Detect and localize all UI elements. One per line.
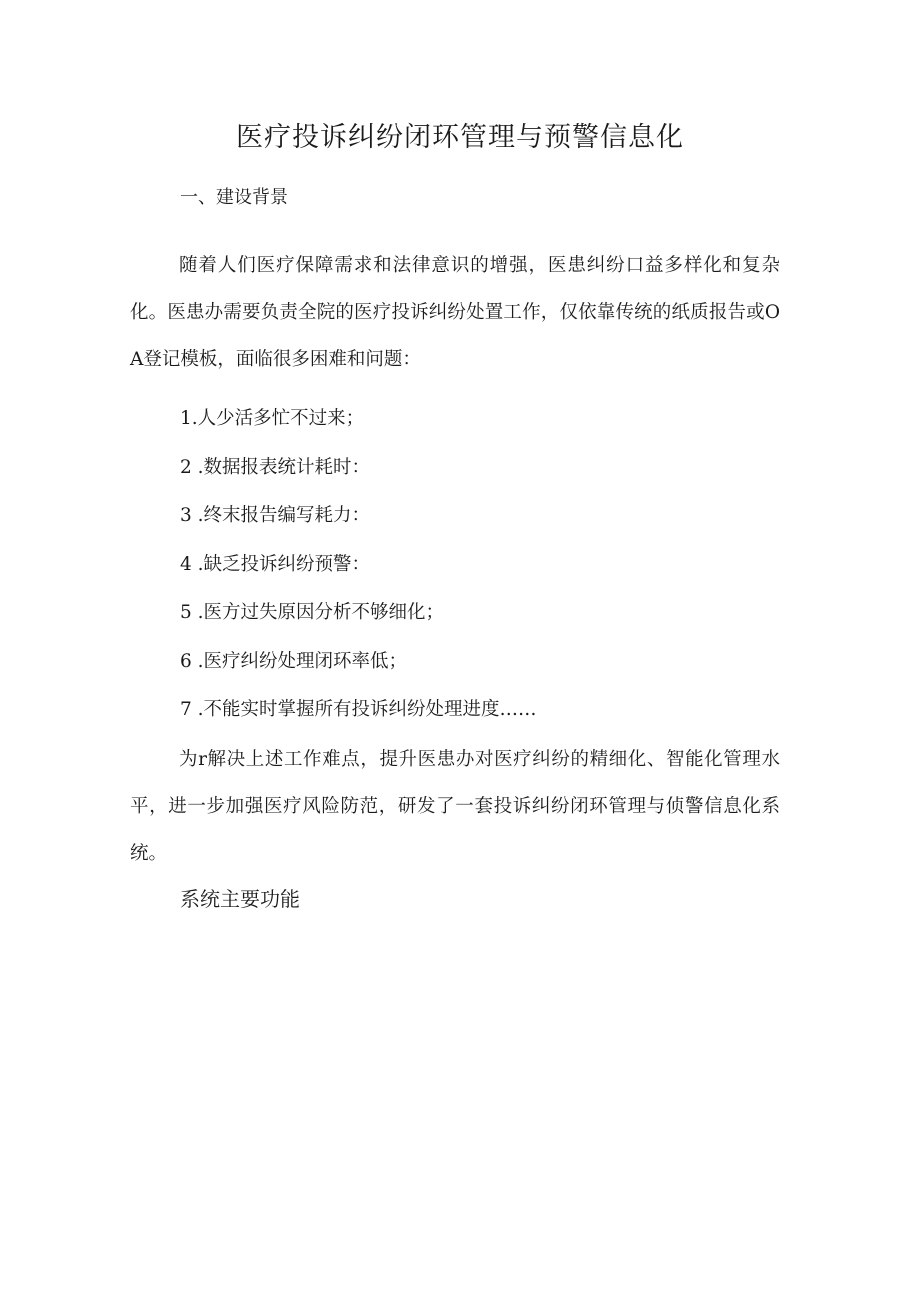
list-item — [180, 492, 537, 541]
list-item-number: 3 . — [180, 505, 204, 526]
section-heading-background: 一、建设背景 — [180, 187, 288, 208]
list-item-number: 2 . — [180, 456, 204, 478]
list-item-number: 6 . — [180, 650, 204, 672]
list-item-text: 缺乏投诉纠纷预警： — [203, 553, 371, 575]
subheading-main-functions: 系统主要功能 — [180, 887, 300, 911]
list-item-number: 4 . — [180, 553, 204, 575]
list-item-text: 数据报表统计耗时： — [203, 456, 371, 478]
list-item-number: 5 . — [180, 602, 204, 623]
list-item — [180, 589, 537, 638]
list-item-number: 7 . — [180, 699, 204, 720]
list-item — [180, 638, 537, 687]
background-paragraph: 随着人们医疗保障需求和法律意识的增强，医患纠纷口益多样化和复杂化。医患办需要负责全院的医疗投诉纠纷处置工作，仅依靠传统的纸质报告或OA登记模板，面临很多困难和问题： — [130, 255, 780, 370]
list-item — [180, 444, 537, 493]
list-item-number: 1. — [180, 408, 198, 429]
list-item-text: 医方过失原因分析不够细化； — [203, 602, 445, 623]
list-item — [180, 541, 537, 590]
list-item — [180, 395, 537, 444]
list-item-text: 人少活多忙不过来； — [197, 408, 365, 429]
list-item — [180, 686, 537, 735]
list-item-text: 医疗纠纷处理闭环率低； — [203, 650, 408, 672]
document-title: 医疗投诉纠纷闭环管理与预警信息化 — [236, 122, 684, 153]
solution-paragraph: 为r解决上述工作难点，提升医患办对医疗纠纷的精细化、智能化管理水平，进一步加强医疗风险防范，研发了一套投诉纠纷闭环管理与侦警信息化系统。 — [130, 749, 780, 864]
list-item-text: 不能实时掌握所有投诉纠纷处理进度…… — [203, 699, 537, 720]
list-item-text: 终末报告编写耗力： — [203, 505, 371, 526]
problem-list — [180, 395, 537, 735]
